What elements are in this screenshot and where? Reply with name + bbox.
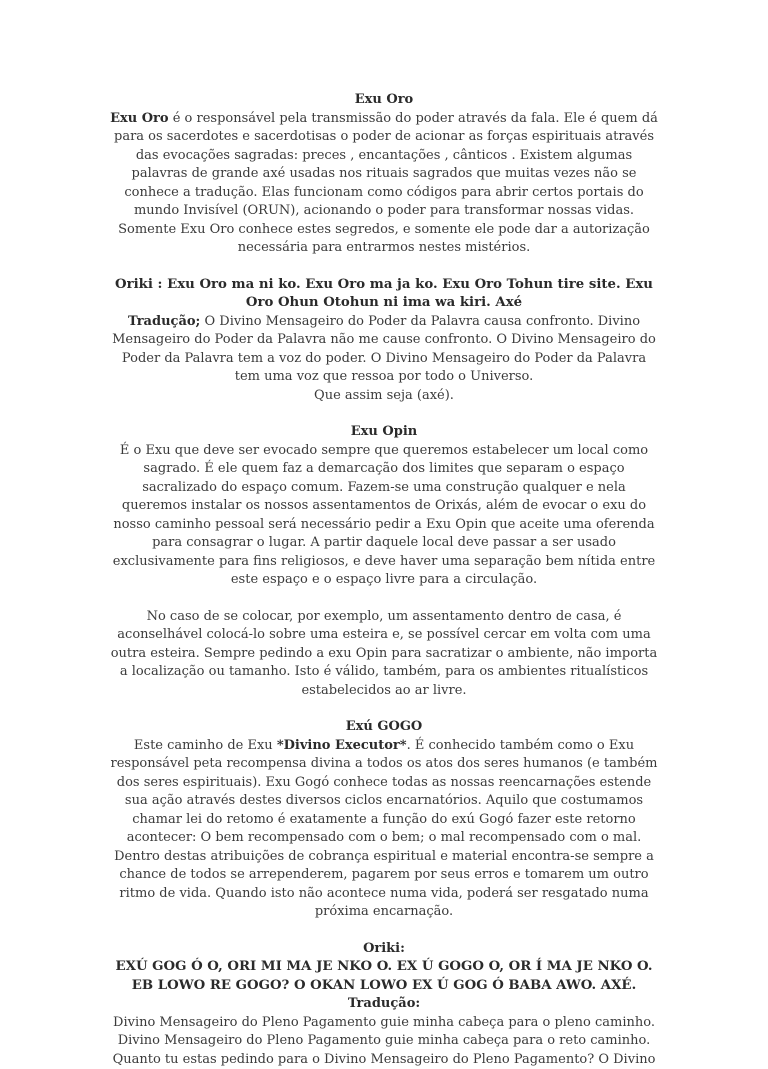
- paragraph: É o Exu que deve ser evocado sempre que queremos estabelecer um local como sagrado. É ele quem faz a demarcação dos limites que separam o espaço sacralizado do espaço comum. Fazem-se uma construção qualquer e nela queremos instalar os nossos assentamentos de Orixás, além de evocar o exu do nosso caminho pessoal será necessário pedir a Exu Opin que aceite uma oferenda para consagrar o lugar. A partir daquele local deve passar a ser usado exclusivamente para fins religiosos, e deve haver uma separação bem nítida entre este espaço e o espaço livre para a circulação.: [108, 442, 660, 590]
- translation-line: Divino Mensageiro do Pleno Pagamento guie minha cabeça para o pleno caminho.: [108, 1014, 660, 1033]
- translation-label: Tradução:: [108, 995, 660, 1014]
- document-page: [108, 91, 660, 1069]
- translation-label: Tradução;: [128, 314, 200, 329]
- paragraph-text: é o responsável pela transmissão do poder através da fala. Ele é quem dá para os sacerdotes e sacerdotisas o poder de acionar as forças espirituais através das evocações sagradas: preces , encantações , cânticos . Existem algumas palavras de grande axé usadas nos rituais sagrados que muitas vezes não se conhece a tradução. Elas funcionam como códigos para abrir certos portais do mundo Invisível (ORUN), acionando o poder para transformar nossas vidas. Somente Exu Oro conhece estes segredos, e somente ele pode dar a autorização necessária para entrarmos nestes mistérios.: [114, 111, 658, 256]
- paragraph-text: Este caminho de Exu: [134, 738, 277, 753]
- oriki-label: Oriki:: [108, 940, 660, 959]
- section-heading: Exú GOGO: [108, 718, 660, 737]
- section-exu-opin: [108, 423, 660, 700]
- section-exu-gogo: [108, 718, 660, 1069]
- closing-line: Que assim seja (axé).: [108, 387, 660, 406]
- section-heading: Exu Oro: [108, 91, 660, 110]
- paragraph: [108, 110, 660, 258]
- emphasis-text: *Divino Executor*: [277, 738, 407, 753]
- translation-line: Divino Mensageiro do Pleno Pagamento guie minha cabeça para o reto caminho.: [108, 1032, 660, 1051]
- oriki-text: EXÚ GOG Ó O, ORI MI MA JE NKO O. EX Ú GOGO O, OR Í MA JE NKO O. EB LOWO RE GOGO? O OKAN LOWO EX Ú GOG Ó BABA AWO. AXÉ.: [108, 958, 660, 995]
- translation-line: Quanto tu estas pedindo para o Divino Mensageiro do Pleno Pagamento? O Divino: [108, 1051, 660, 1069]
- translation-text: O Divino Mensageiro do Poder da Palavra causa confronto. Divino Mensageiro do Poder da Palavra não me cause confronto. O Divino Mensageiro do Poder da Palavra tem a voz do poder. O Divino Mensageiro do Poder da Palavra tem uma voz que ressoa por todo o Universo.: [112, 314, 656, 385]
- paragraph: [108, 737, 660, 922]
- section-heading: Exu Opin: [108, 423, 660, 442]
- paragraph-text: . É conhecido também como o Exu responsável peta recompensa divina a todos os atos dos seres humanos (e também dos seres espirituais). Exu Gogó conhece todas as nossas reencarnações estende sua ação através destes diversos ciclos encarnatórios. Aquilo que costumamos chamar lei do retomo é exatamente a função do exú Gogó fazer este retorno acontecer: O bem recompensado com o bem; o mal recompensado com o mal. Dentro destas atribuições de cobrança espiritual e material encontra-se sempre a chance de todos se arrependerem, pagarem por seus erros e tomarem um outro ritmo de vida. Quando isto não acontece numa vida, poderá ser resgatado numa próxima encarnação.: [110, 738, 657, 920]
- oriki-text: Oriki : Exu Oro ma ni ko. Exu Oro ma ja ko. Exu Oro Tohun tire site. Exu Oro Ohun Otohun ni ima wa kiri. Axé: [108, 276, 660, 313]
- section-exu-oro: [108, 91, 660, 405]
- lead-term: Exu Oro: [110, 111, 168, 126]
- translation-paragraph: [108, 313, 660, 387]
- paragraph: No caso de se colocar, por exemplo, um assentamento dentro de casa, é aconselhável colocá-lo sobre uma esteira e, se possível cercar em volta com uma outra esteira. Sempre pedindo a exu Opin para sacratizar o ambiente, não importa a localização ou tamanho. Isto é válido, também, para os ambientes ritualísticos estabelecidos ao ar livre.: [108, 608, 660, 701]
